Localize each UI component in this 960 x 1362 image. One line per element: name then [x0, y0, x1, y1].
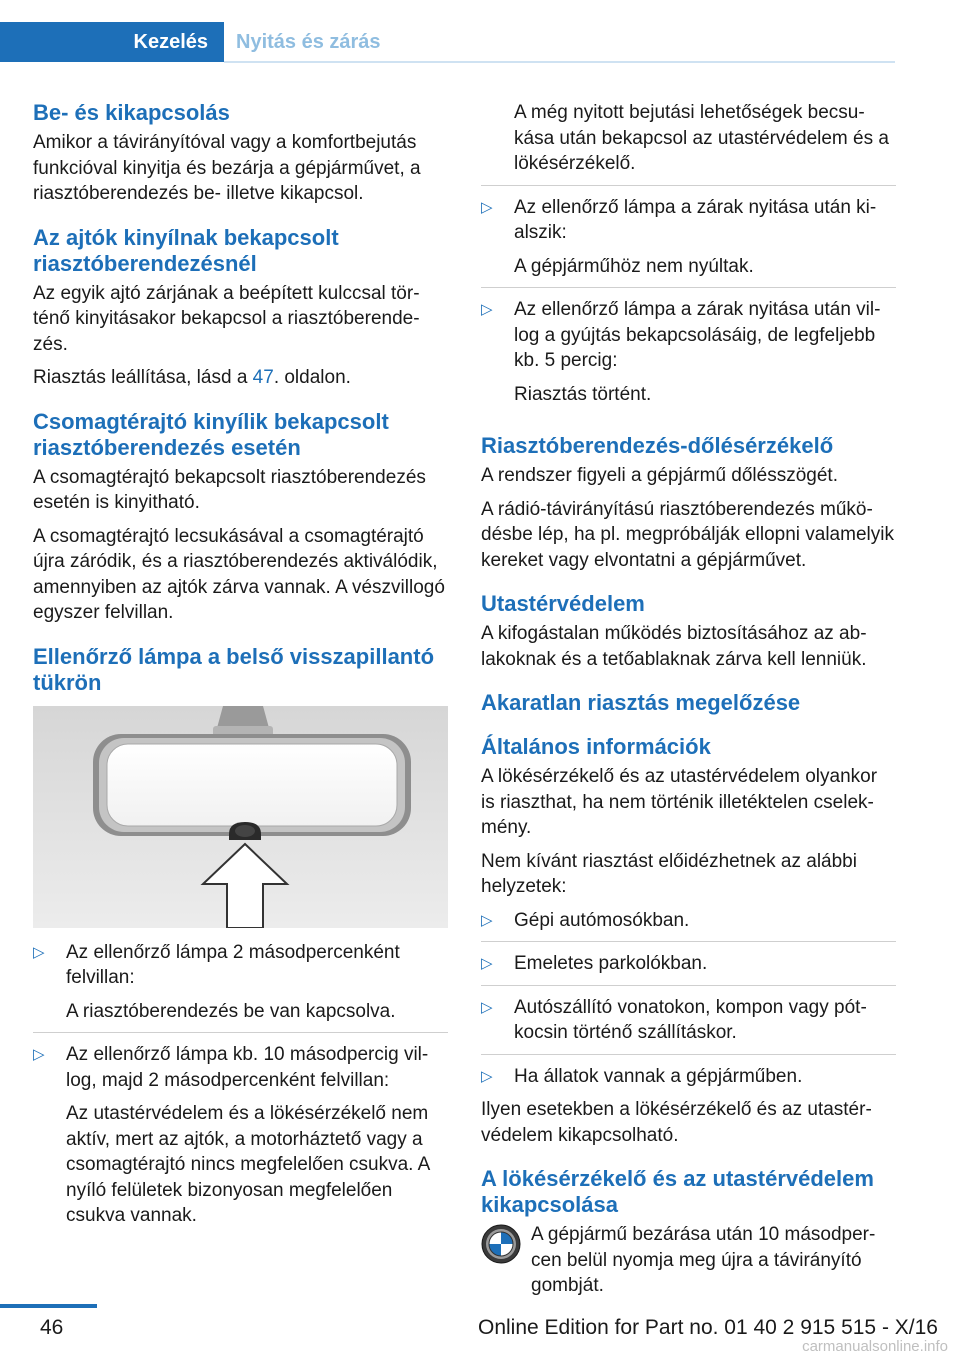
- section-title: Ellenőrző lámpa a belső visszapillantó tükrön: [33, 643, 435, 695]
- list-item: ▷ Emeletes parkolókban.: [481, 951, 896, 986]
- section-title-be-es-kikapcsolas: Be- és kikapcsolás: [33, 100, 230, 125]
- list-item: ▷ Gépi autómosókban.: [481, 908, 896, 943]
- section-dolesersekelo: [481, 433, 896, 573]
- section-kikapcsolas: [481, 1166, 896, 1299]
- paragraph: Ilyen esetekben a lökésérzékelő és az utastérvédelem kikapcsolható.: [481, 1099, 872, 1146]
- paragraph: Nem kívánt riasztást előidézhetnek az alábbi helyzetek:: [481, 850, 857, 897]
- page-number: 46: [40, 1316, 64, 1339]
- section-altalanos-informaciok: [481, 734, 896, 1148]
- watermark: carmanualsonline.info: [802, 1338, 948, 1355]
- continued-list: [481, 100, 896, 415]
- tab-kezeles[interactable]: Kezelés: [0, 22, 224, 62]
- paragraph: A lökésérzékelő és az utastérvédelem olyankor is riaszthat, ha nem történik illetéktelen cselekmény.: [481, 766, 878, 838]
- triangle-right-icon: ▷: [33, 943, 45, 961]
- situations-list: [481, 908, 896, 1098]
- mirror-illustration: [33, 706, 448, 928]
- triangle-right-icon: ▷: [481, 911, 493, 929]
- list-item: ▷ Az ellenőrző lámpa kb. 10 másodpercig villog, majd 2 másodpercenként felvillan: Az utastérvédelem és a lökésérzékelő nem aktív, mert az ajtók, a motorháztető vagy a csomagtérajtó nincs megfelelően csukva. A nyíló felületek bizonyosan megfelelően csukva vannak.: [33, 1044, 430, 1226]
- paragraph: A rádió-távirányítású riasztóberendezés működésbe lép, ha pl. megpróbálják ellopni valamelyik kereket vagy elvontatni a gépjárművet.: [481, 498, 894, 571]
- list-item: ▷ Az ellenőrző lámpa a zárak nyitása után villog a gyújtás bekapcsolásáig, de legfeljebb kb. 5 percig: Riasztás történt.: [481, 299, 881, 405]
- paragraph: A csomagtérajtó lecsukásával a csomagtérajtó újra záródik, és a riasztóberendezés aktiválódik, amennyiben az ajtók zárva vannak. A vészvillogó egyszer felvillan.: [33, 525, 445, 623]
- section-title: A lökésérzékelő és az utastérvédelem kikapcsolása: [481, 1166, 874, 1217]
- footer-accent-line: [0, 1304, 97, 1308]
- paragraph: Az egyik ajtó zárjának a beépített kulccsal történő kinyitásakor bekapcsol a riasztóberendezés.: [33, 282, 420, 355]
- lamp-status-list: [33, 940, 448, 1229]
- right-column: [481, 100, 896, 1307]
- triangle-right-icon: ▷: [481, 1067, 493, 1085]
- section-title: Az ajtók kinyílnak bekapcsolt riasztóberendezésnél: [33, 224, 339, 276]
- section-akaratlan-riasztas: [481, 690, 896, 716]
- list-item: ▷ Az ellenőrző lámpa a zárak nyitása után kialszik: A gépjárműhöz nem nyúltak.: [481, 195, 896, 289]
- section-ellenorzo-lampa: [33, 644, 448, 1229]
- triangle-right-icon: ▷: [33, 1046, 45, 1063]
- section-title: Riasztóberendezés-dőlésérzékelő: [481, 433, 834, 458]
- list-item: ▷ Ha állatok vannak a gépjárműben.: [481, 1064, 896, 1098]
- list-item: ▷ Az ellenőrző lámpa 2 másodpercenként felvillan: A riasztóberendezés be van kapcsolva.: [33, 940, 448, 1034]
- paragraph: A rendszer figyeli a gépjármű dőlésszögét.: [481, 465, 838, 486]
- paragraph: Amikor a távirányítóval vagy a komfortbejutás funkcióval kinyitja és bezárja a gépjárművet, a riasztóberendezés be- illetve kikapcsol.: [33, 132, 421, 204]
- list-item: ▷ Autószállító vonatokon, kompon vagy pótkocsin történő szállításkor.: [481, 995, 896, 1055]
- section-ajtok-kinyilnak: [33, 225, 448, 391]
- paragraph-with-icon: A gépjármű bezárása után 10 másodpercen belül nyomja meg újra a távirányító gombját.: [481, 1222, 896, 1299]
- edition-text: Online Edition for Part no. 01 40 2 915 515 - X/16: [478, 1316, 938, 1339]
- section-title: Általános információk: [481, 734, 711, 759]
- section-title: Akaratlan riasztás megelőzése: [481, 690, 801, 715]
- list-item-continued: A még nyitott bejutási lehetőségek becsukása után bekapcsol az utastérvédelem és a lökésérzékelő.: [481, 100, 896, 186]
- tab-nyitas-es-zaras[interactable]: Nyitás és zárás: [236, 31, 381, 53]
- triangle-right-icon: ▷: [481, 998, 493, 1016]
- triangle-right-icon: ▷: [481, 301, 493, 318]
- paragraph: A csomagtérajtó bekapcsolt riasztóberendezés esetén is kinyitható.: [33, 466, 426, 513]
- section-title: Csomagtérajtó kinyílik bekapcsolt riasztóberendezés esetén: [33, 408, 389, 460]
- bmw-logo-icon: [481, 1224, 521, 1264]
- triangle-right-icon: ▷: [481, 955, 493, 972]
- triangle-right-icon: ▷: [481, 198, 493, 216]
- section-csomagterajto: [33, 409, 448, 626]
- page-link[interactable]: 47: [252, 367, 274, 388]
- tab-divider-line: [224, 61, 895, 63]
- paragraph-with-link: Riasztás leállítása, lásd a 47. oldalon.: [33, 367, 351, 388]
- left-column: [33, 100, 448, 1229]
- section-utastervedelem: [481, 591, 896, 672]
- rearview-mirror-image: [33, 706, 448, 928]
- header-tabbar: [0, 22, 895, 62]
- paragraph: A kifogástalan működés biztosításához az ablakoknak és a tetőablaknak zárva kell lenniük.: [481, 623, 867, 670]
- section-title: Utastérvédelem: [481, 591, 645, 616]
